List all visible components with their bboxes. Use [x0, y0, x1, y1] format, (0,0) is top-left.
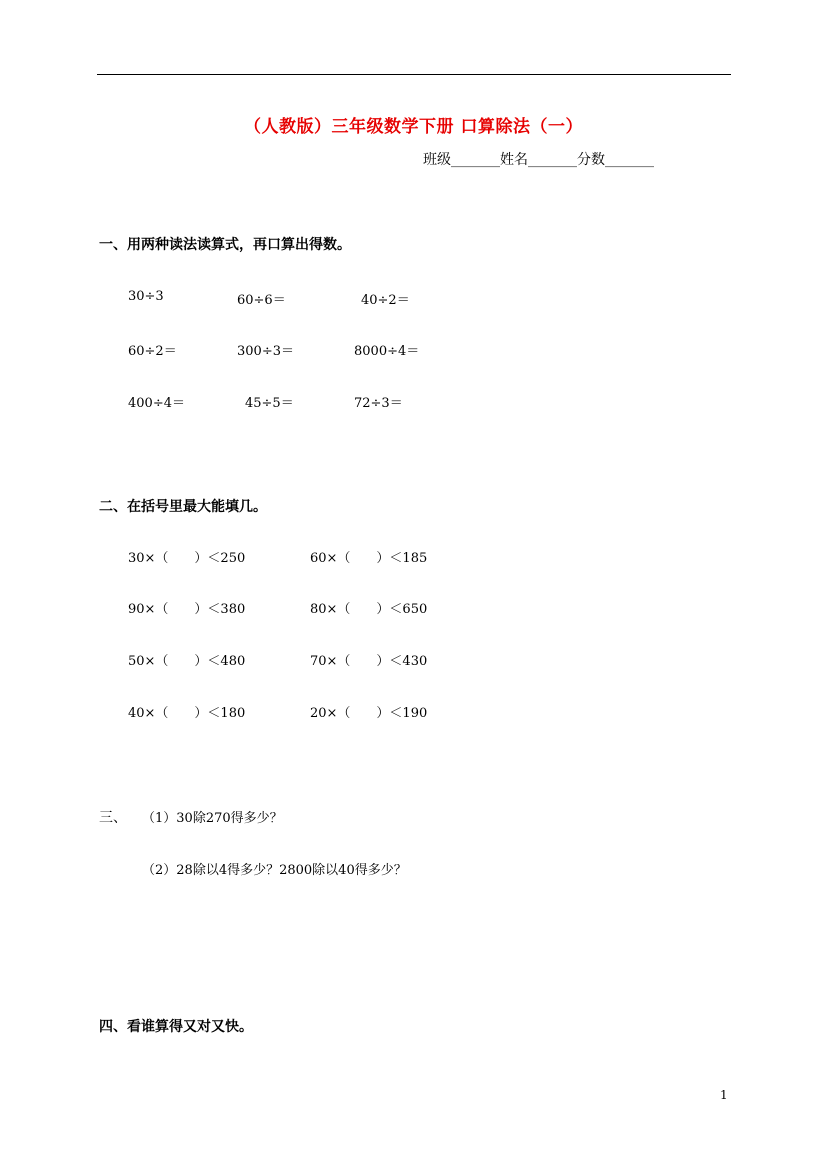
section1-heading: 一、用两种读法读算式，再口算出得数。 [99, 237, 351, 253]
section3-question-1: （1）30除270得多少？ [142, 811, 283, 826]
exercise-item: 50×（ ）＜480 [128, 654, 246, 669]
exercise-item: 40×（ ）＜180 [128, 706, 246, 721]
section3-question-2: （2）28除以4得多少？2800除以40得多少？ [142, 863, 407, 878]
exercise-item: 8000÷4＝ [354, 344, 420, 359]
exercise-item: 40÷2＝ [361, 293, 410, 308]
exercise-item: 72÷3＝ [354, 396, 403, 411]
exercise-item: 400÷4＝ [128, 396, 185, 411]
exercise-item: 60×（ ）＜185 [310, 551, 428, 566]
exercise-item: 60÷2＝ [128, 344, 177, 359]
exercise-item: 30×（ ）＜250 [128, 551, 246, 566]
exercise-item: 60÷6＝ [237, 293, 286, 308]
header-rule [97, 74, 731, 75]
exercise-item: 70×（ ）＜430 [310, 654, 428, 669]
section3-label: 三、 [99, 810, 127, 826]
page-number: 1 [720, 1088, 728, 1102]
exercise-item: 90×（ ）＜380 [128, 602, 246, 617]
exercise-item: 30÷3 [128, 289, 164, 304]
exercise-item: 20×（ ）＜190 [310, 706, 428, 721]
page-title: （人教版）三年级数学下册 口算除法（一） [244, 117, 583, 137]
exercise-item: 80×（ ）＜650 [310, 602, 428, 617]
exercise-item: 45÷5＝ [245, 396, 294, 411]
section2-heading: 二、在括号里最大能填几。 [99, 499, 267, 515]
exercise-item: 300÷3＝ [237, 344, 294, 359]
section4-heading: 四、看谁算得又对又快。 [99, 1019, 253, 1035]
student-info-line: 班级_______姓名_______分数_______ [423, 152, 654, 168]
